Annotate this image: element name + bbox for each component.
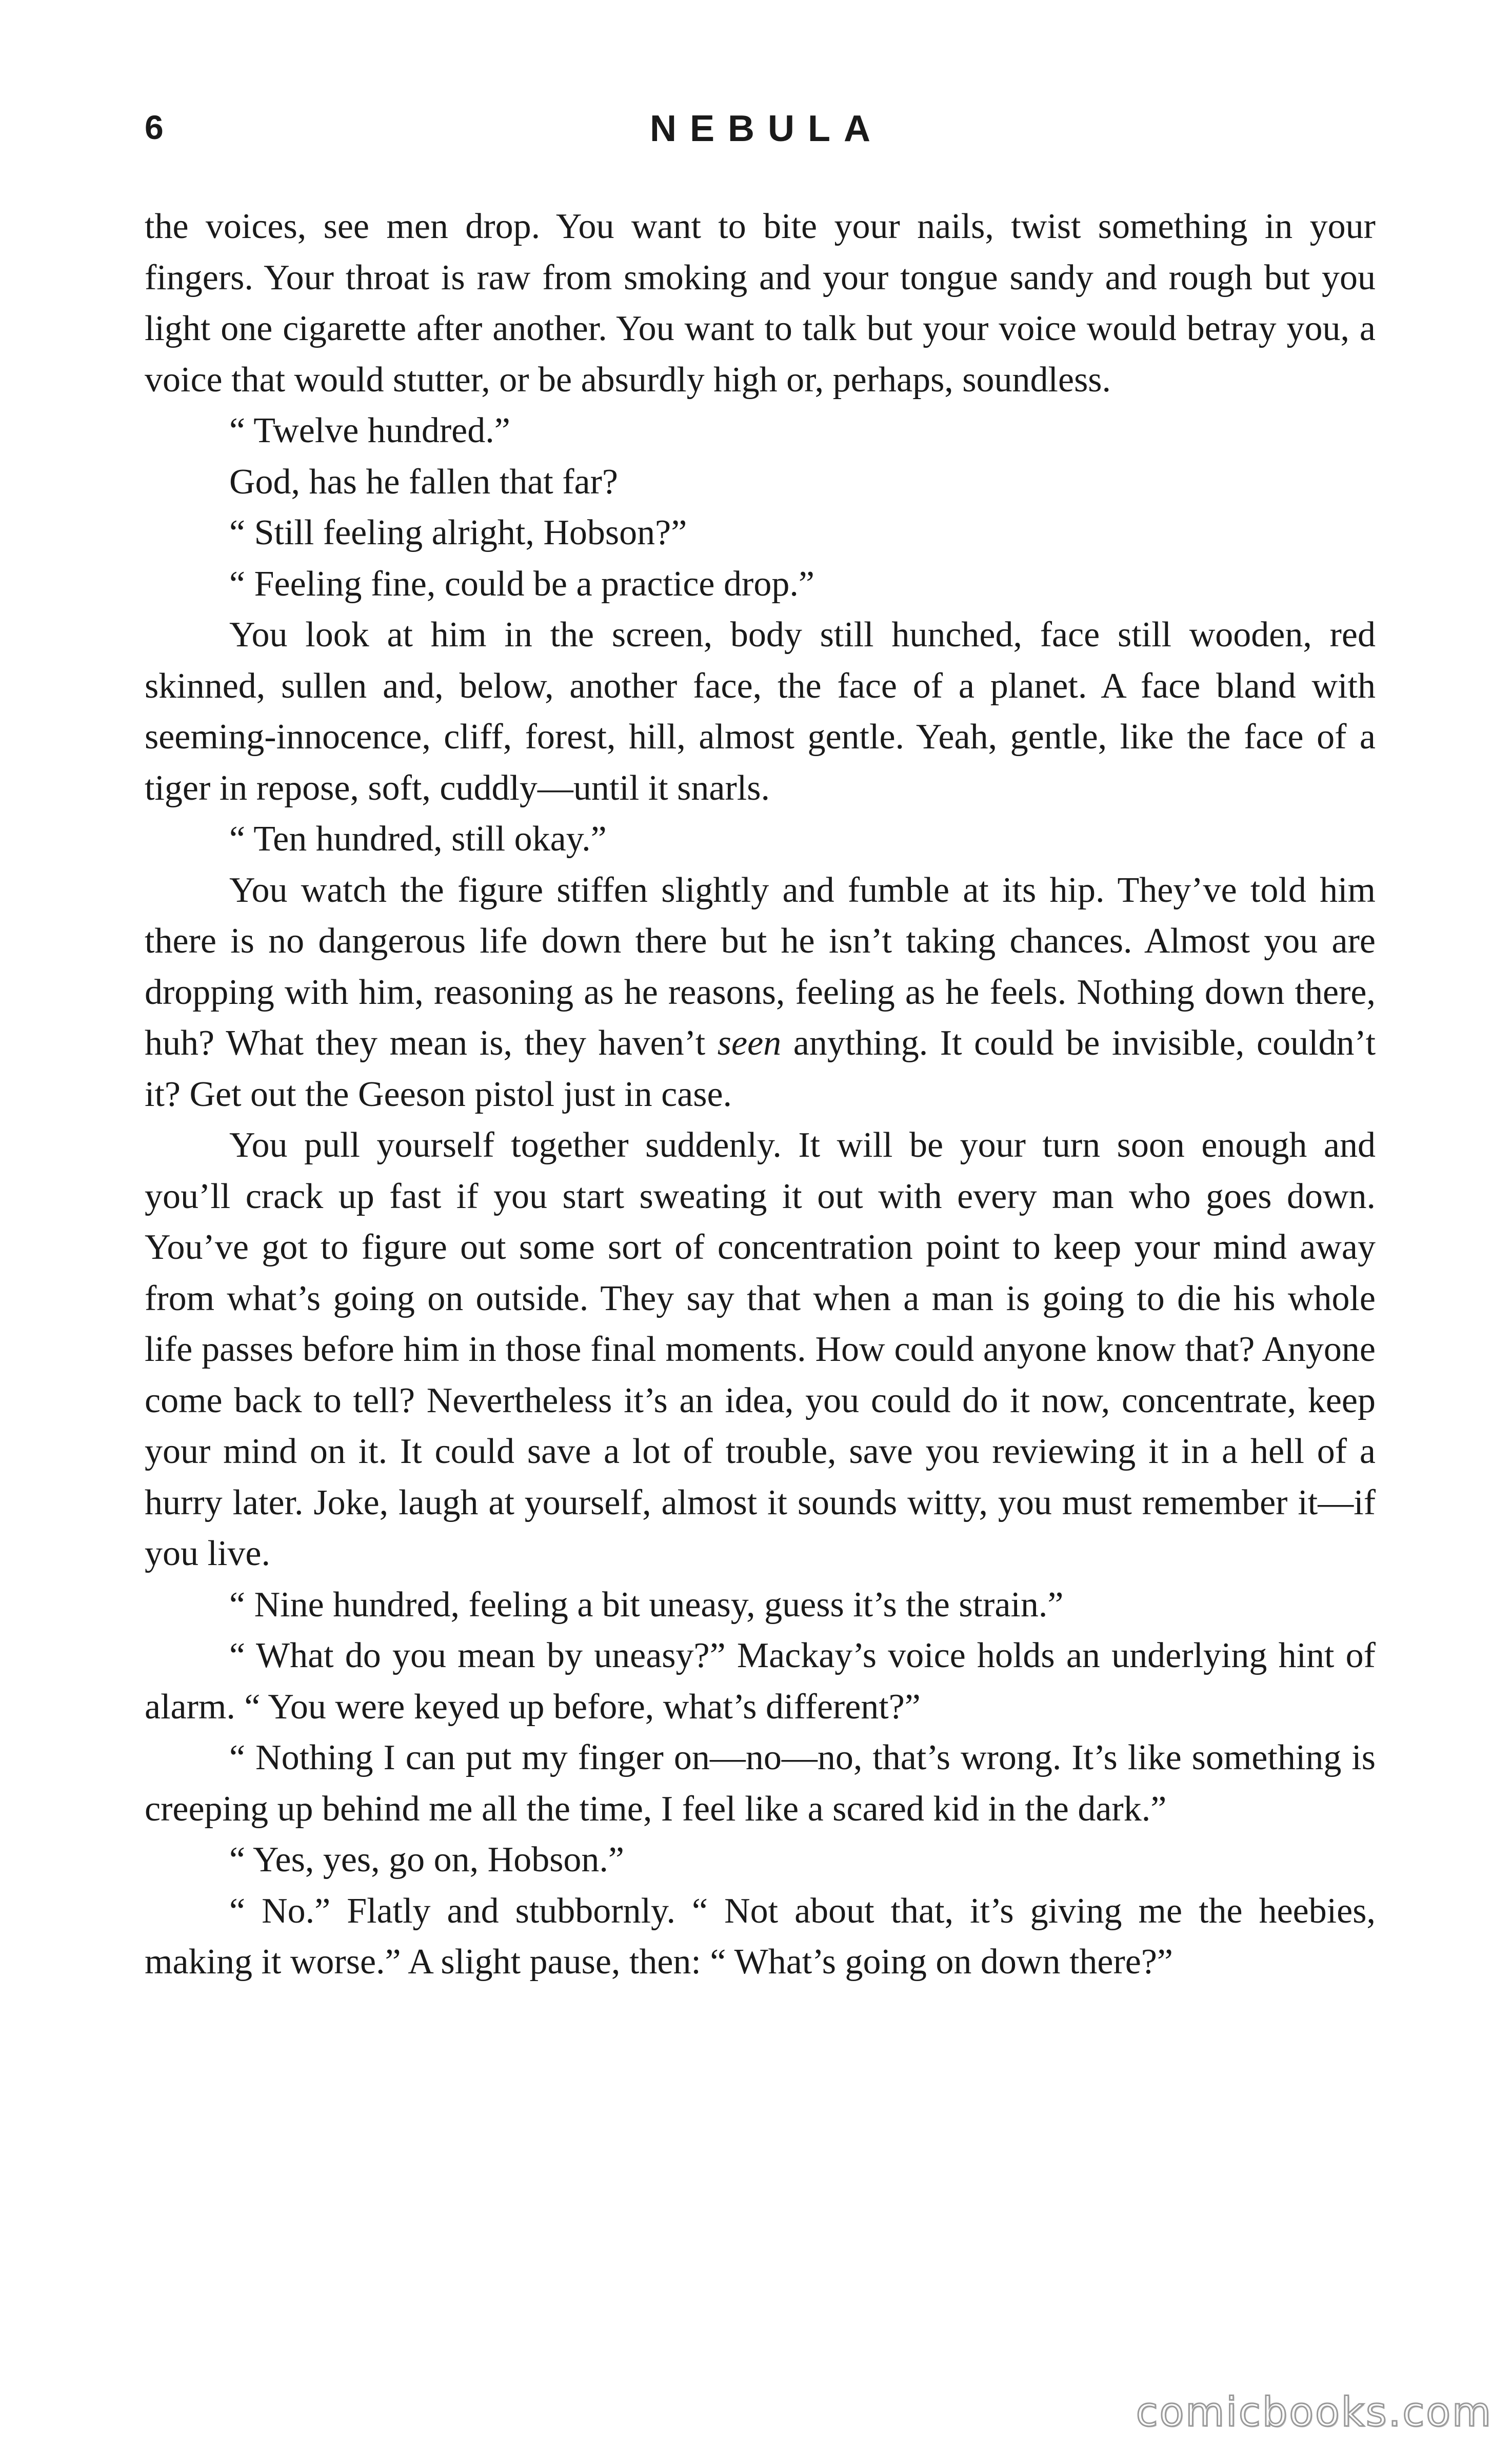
emphasized-word: seen (717, 1023, 782, 1063)
paragraph: the voices, see men drop. You want to bite your nails, twist something in your fingers. Your throat is raw from smoking and your tongue sandy and rough but you light one cigarette after another. You want to talk but your voice would betray you, a voice that would stutter, or be absurdly high or, perhaps, soundless. (145, 207, 1376, 400)
paragraph (145, 865, 1376, 1120)
paragraph: “ Yes, yes, go on, Hobson.” (229, 1840, 624, 1880)
paragraph: “ What do you mean by uneasy?” Mackay’s voice holds an underlying hint of alarm. “ You were keyed up before, what’s different?” (145, 1636, 1376, 1727)
book-page (145, 103, 1376, 1988)
paragraph: “ Feeling fine, could be a practice drop.” (229, 564, 814, 604)
paragraph: “ Still feeling alright, Hobson?” (229, 513, 687, 552)
paragraph: “ Twelve hundred.” (229, 411, 510, 450)
paragraph: “ Nine hundred, feeling a bit uneasy, guess it’s the strain.” (229, 1585, 1064, 1625)
paragraph-text: anything. It could be invisible, couldn’t it? Get out the Geeson pistol just in case. (145, 1023, 1376, 1114)
paragraph: You pull yourself together suddenly. It will be your turn soon enough and you’ll crack up fast if you start sweating it out with every man who goes down. You’ve got to figure out some sort of concentration point to keep your mind away from what’s going on outside. They say that when a man is going to die his whole life passes before him in those final moments. How could anyone know that? Anyone come back to tell? Nevertheless it’s an idea, you could do it now, concentrate, keep your mind on it. It could save a lot of trouble, save you reviewing it in a hell of a hurry later. Joke, laugh at yourself, almost it sounds witty, you must remember it—if you live. (145, 1125, 1376, 1573)
paragraph: God, has he fallen that far? (229, 462, 619, 502)
paragraph: You look at him in the screen, body still hunched, face still wooden, red skinned, sullen and, below, another face, the face of a planet. A face bland with seeming-innocence, cliff, forest, hill, almost gentle. Yeah, gentle, like the face of a tiger in repose, soft, cuddly—until it snarls. (145, 615, 1376, 808)
running-title: NEBULA (650, 108, 884, 149)
watermark: comicbooks.com (1136, 2389, 1493, 2436)
paragraph-text: You watch the figure stiffen slightly and fumble at its hip. They’ve told him there is no dangerous life down there but he isn’t taking chances. Almost you are dropping with him, reasoning as he reasons, feeling as he feels. Nothing down there, huh? What they mean is, they haven’t (145, 870, 1376, 1063)
page-header (145, 103, 1376, 169)
paragraph: “ Nothing I can put my finger on—no—no, that’s wrong. It’s like something is creeping up behind me all the time, I feel like a scared kid in the dark.” (145, 1738, 1376, 1829)
paragraph: “ Ten hundred, still okay.” (229, 819, 607, 859)
page-number: 6 (145, 108, 164, 146)
paragraph: “ No.” Flatly and stubbornly. “ Not about that, it’s giving me the heebies, making it worse.” A slight pause, then: “ What’s going on down there?” (145, 1891, 1376, 1982)
body-text (145, 201, 1376, 1988)
